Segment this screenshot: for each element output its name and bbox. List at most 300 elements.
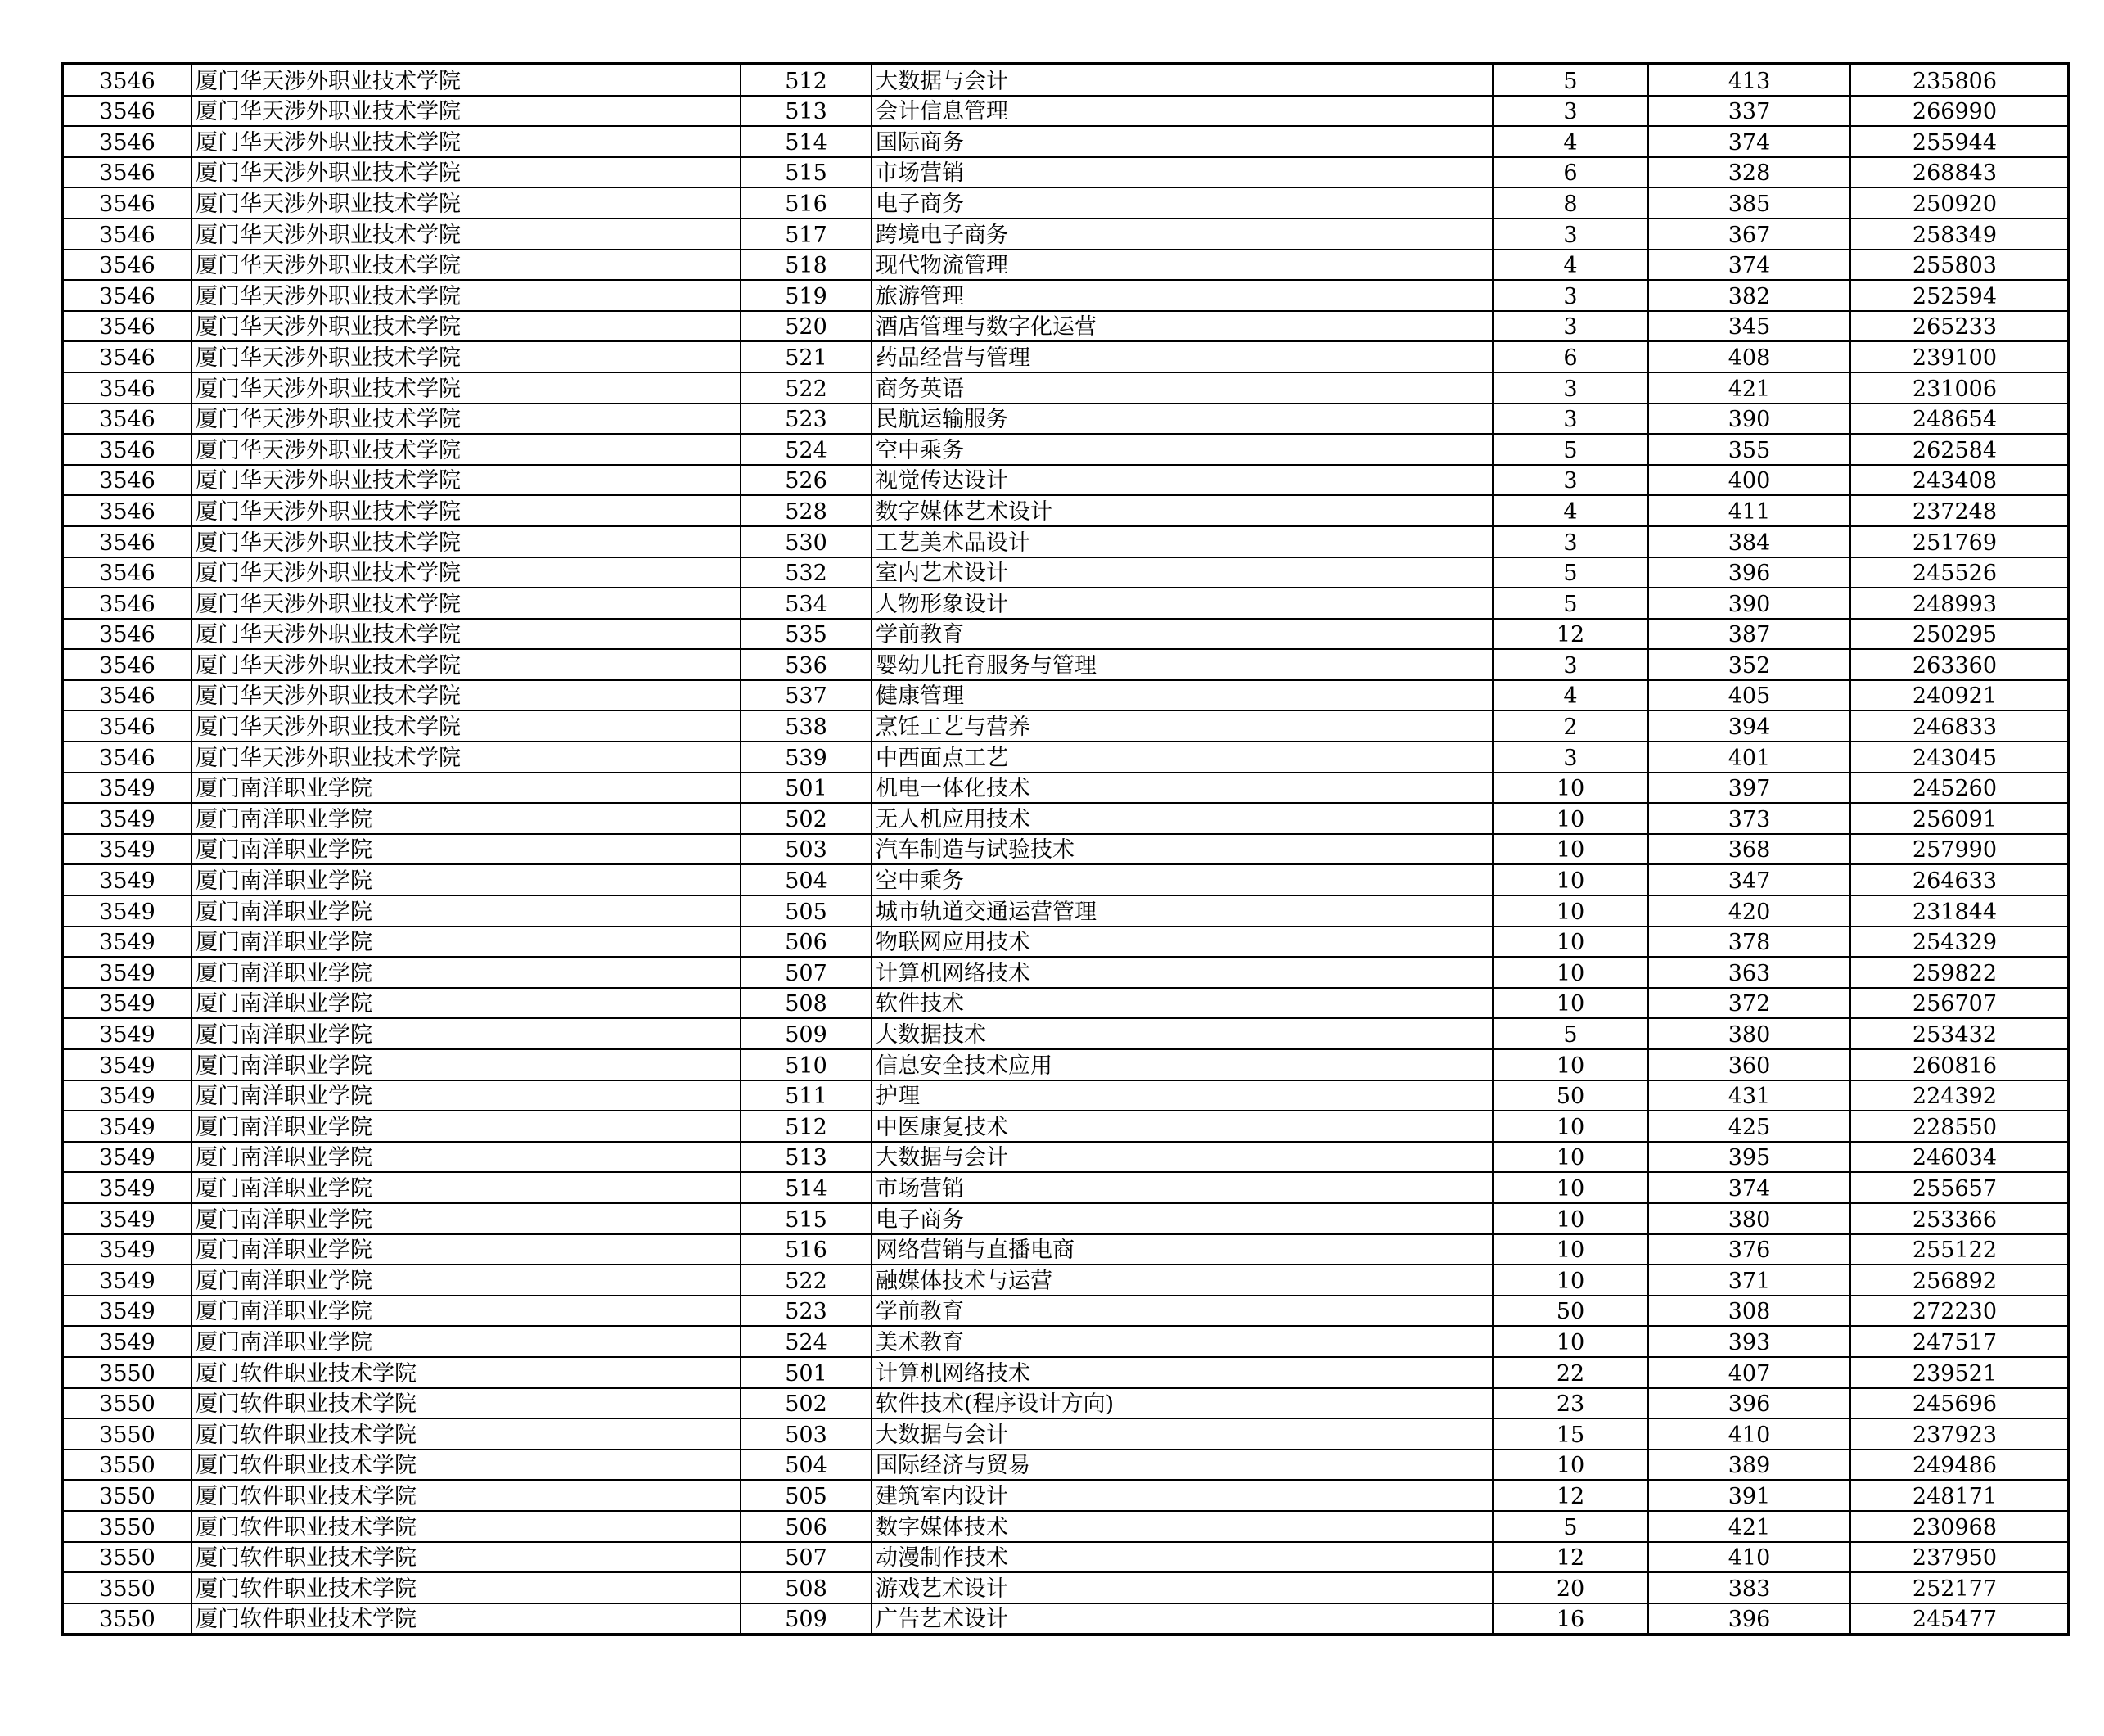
table-row (62, 895, 2069, 927)
plan-count-cell: 3 (1493, 311, 1648, 342)
school-name-cell: 厦门软件职业技术学院 (191, 1572, 741, 1603)
plan-count-cell: 4 (1493, 495, 1648, 526)
min-score-cell: 308 (1648, 1296, 1850, 1327)
plan-count-cell: 4 (1493, 250, 1648, 281)
min-rank-cell: 254329 (1850, 927, 2069, 958)
major-code-cell: 502 (741, 803, 872, 834)
major-name-cell: 烹饪工艺与营养 (872, 710, 1493, 742)
min-score-cell: 380 (1648, 1018, 1850, 1049)
school-code-cell: 3546 (62, 341, 191, 372)
plan-count-cell: 10 (1493, 1450, 1648, 1481)
min-rank-cell: 251769 (1850, 526, 2069, 557)
major-name-cell: 计算机网络技术 (872, 957, 1493, 988)
min-rank-cell: 265233 (1850, 311, 2069, 342)
min-score-cell: 389 (1648, 1450, 1850, 1481)
table-row (62, 619, 2069, 650)
table-row (62, 680, 2069, 711)
table-row (62, 1296, 2069, 1327)
school-name-cell: 厦门软件职业技术学院 (191, 1357, 741, 1388)
major-code-cell: 522 (741, 1265, 872, 1296)
min-score-cell: 383 (1648, 1572, 1850, 1603)
major-code-cell: 537 (741, 680, 872, 711)
school-code-cell: 3550 (62, 1542, 191, 1573)
min-rank-cell: 253432 (1850, 1018, 2069, 1049)
major-code-cell: 517 (741, 219, 872, 250)
plan-count-cell: 10 (1493, 803, 1648, 834)
major-name-cell: 计算机网络技术 (872, 1357, 1493, 1388)
min-score-cell: 413 (1648, 64, 1850, 96)
plan-count-cell: 4 (1493, 126, 1648, 157)
major-name-cell: 现代物流管理 (872, 250, 1493, 281)
school-code-cell: 3549 (62, 988, 191, 1019)
major-name-cell: 市场营销 (872, 157, 1493, 188)
min-score-cell: 421 (1648, 372, 1850, 404)
plan-count-cell: 3 (1493, 649, 1648, 680)
min-rank-cell: 268843 (1850, 157, 2069, 188)
min-rank-cell: 250295 (1850, 619, 2069, 650)
school-name-cell: 厦门南洋职业学院 (191, 1203, 741, 1234)
school-name-cell: 厦门软件职业技术学院 (191, 1542, 741, 1573)
school-name-cell: 厦门南洋职业学院 (191, 834, 741, 865)
school-code-cell: 3546 (62, 280, 191, 311)
school-name-cell: 厦门软件职业技术学院 (191, 1603, 741, 1635)
plan-count-cell: 22 (1493, 1357, 1648, 1388)
major-name-cell: 室内艺术设计 (872, 557, 1493, 588)
major-code-cell: 526 (741, 465, 872, 496)
table-row (62, 1357, 2069, 1388)
major-code-cell: 507 (741, 957, 872, 988)
table-row (62, 710, 2069, 742)
major-name-cell: 旅游管理 (872, 280, 1493, 311)
plan-count-cell: 10 (1493, 957, 1648, 988)
min-score-cell: 410 (1648, 1418, 1850, 1450)
major-name-cell: 大数据与会计 (872, 64, 1493, 96)
school-name-cell: 厦门华天涉外职业技术学院 (191, 680, 741, 711)
major-name-cell: 药品经营与管理 (872, 341, 1493, 372)
table-row (62, 1326, 2069, 1357)
school-code-cell: 3549 (62, 1018, 191, 1049)
major-code-cell: 507 (741, 1542, 872, 1573)
table-row (62, 1542, 2069, 1573)
plan-count-cell: 10 (1493, 1326, 1648, 1357)
min-score-cell: 380 (1648, 1203, 1850, 1234)
table-row (62, 311, 2069, 342)
major-name-cell: 电子商务 (872, 1203, 1493, 1234)
plan-count-cell: 10 (1493, 1049, 1648, 1080)
major-code-cell: 514 (741, 1172, 872, 1203)
min-rank-cell: 266990 (1850, 96, 2069, 127)
min-rank-cell: 240921 (1850, 680, 2069, 711)
min-score-cell: 374 (1648, 250, 1850, 281)
major-code-cell: 505 (741, 895, 872, 927)
major-name-cell: 空中乘务 (872, 864, 1493, 895)
school-name-cell: 厦门华天涉外职业技术学院 (191, 219, 741, 250)
min-score-cell: 396 (1648, 1603, 1850, 1635)
major-code-cell: 518 (741, 250, 872, 281)
min-rank-cell: 246034 (1850, 1142, 2069, 1173)
major-name-cell: 会计信息管理 (872, 96, 1493, 127)
school-code-cell: 3549 (62, 1326, 191, 1357)
school-name-cell: 厦门南洋职业学院 (191, 1142, 741, 1173)
table-row (62, 1572, 2069, 1603)
min-rank-cell: 252177 (1850, 1572, 2069, 1603)
school-code-cell: 3546 (62, 680, 191, 711)
school-name-cell: 厦门华天涉外职业技术学院 (191, 710, 741, 742)
plan-count-cell: 10 (1493, 834, 1648, 865)
school-code-cell: 3550 (62, 1418, 191, 1450)
school-name-cell: 厦门华天涉外职业技术学院 (191, 495, 741, 526)
major-name-cell: 网络营销与直播电商 (872, 1234, 1493, 1265)
major-name-cell: 物联网应用技术 (872, 927, 1493, 958)
min-score-cell: 347 (1648, 864, 1850, 895)
major-name-cell: 广告艺术设计 (872, 1603, 1493, 1635)
major-name-cell: 酒店管理与数字化运营 (872, 311, 1493, 342)
major-name-cell: 建筑室内设计 (872, 1480, 1493, 1511)
school-code-cell: 3546 (62, 465, 191, 496)
plan-count-cell: 10 (1493, 864, 1648, 895)
min-rank-cell: 253366 (1850, 1203, 2069, 1234)
major-name-cell: 市场营销 (872, 1172, 1493, 1203)
school-code-cell: 3549 (62, 895, 191, 927)
min-rank-cell: 255944 (1850, 126, 2069, 157)
major-code-cell: 503 (741, 834, 872, 865)
school-name-cell: 厦门南洋职业学院 (191, 1296, 741, 1327)
table-row (62, 341, 2069, 372)
min-score-cell: 352 (1648, 649, 1850, 680)
major-code-cell: 514 (741, 126, 872, 157)
school-code-cell: 3550 (62, 1357, 191, 1388)
school-code-cell: 3546 (62, 187, 191, 219)
min-rank-cell: 264633 (1850, 864, 2069, 895)
min-rank-cell: 243408 (1850, 465, 2069, 496)
min-score-cell: 396 (1648, 1388, 1850, 1419)
major-code-cell: 516 (741, 187, 872, 219)
major-name-cell: 健康管理 (872, 680, 1493, 711)
major-name-cell: 学前教育 (872, 1296, 1493, 1327)
major-code-cell: 513 (741, 96, 872, 127)
min-rank-cell: 262584 (1850, 434, 2069, 465)
major-code-cell: 504 (741, 864, 872, 895)
school-name-cell: 厦门南洋职业学院 (191, 1080, 741, 1111)
min-score-cell: 400 (1648, 465, 1850, 496)
school-code-cell: 3546 (62, 126, 191, 157)
table-row (62, 187, 2069, 219)
major-code-cell: 522 (741, 372, 872, 404)
plan-count-cell: 15 (1493, 1418, 1648, 1450)
plan-count-cell: 3 (1493, 526, 1648, 557)
school-name-cell: 厦门南洋职业学院 (191, 1326, 741, 1357)
major-code-cell: 501 (741, 1357, 872, 1388)
plan-count-cell: 3 (1493, 404, 1648, 435)
table-row (62, 157, 2069, 188)
table-row (62, 1080, 2069, 1111)
min-score-cell: 345 (1648, 311, 1850, 342)
major-name-cell: 国际经济与贸易 (872, 1450, 1493, 1481)
plan-count-cell: 12 (1493, 1542, 1648, 1573)
min-rank-cell: 245477 (1850, 1603, 2069, 1635)
school-code-cell: 3550 (62, 1480, 191, 1511)
major-name-cell: 视觉传达设计 (872, 465, 1493, 496)
school-name-cell: 厦门华天涉外职业技术学院 (191, 649, 741, 680)
min-rank-cell: 249486 (1850, 1450, 2069, 1481)
min-rank-cell: 237248 (1850, 495, 2069, 526)
min-score-cell: 374 (1648, 126, 1850, 157)
school-code-cell: 3546 (62, 710, 191, 742)
major-name-cell: 数字媒体艺术设计 (872, 495, 1493, 526)
major-code-cell: 520 (741, 311, 872, 342)
major-name-cell: 大数据与会计 (872, 1418, 1493, 1450)
min-rank-cell: 245260 (1850, 773, 2069, 804)
major-code-cell: 504 (741, 1450, 872, 1481)
table-row (62, 1018, 2069, 1049)
major-name-cell: 融媒体技术与运营 (872, 1265, 1493, 1296)
plan-count-cell: 10 (1493, 927, 1648, 958)
min-score-cell: 376 (1648, 1234, 1850, 1265)
major-name-cell: 国际商务 (872, 126, 1493, 157)
school-name-cell: 厦门华天涉外职业技术学院 (191, 372, 741, 404)
min-score-cell: 378 (1648, 927, 1850, 958)
plan-count-cell: 3 (1493, 96, 1648, 127)
min-score-cell: 368 (1648, 834, 1850, 865)
school-code-cell: 3546 (62, 157, 191, 188)
min-score-cell: 371 (1648, 1265, 1850, 1296)
plan-count-cell: 8 (1493, 187, 1648, 219)
table-row (62, 864, 2069, 895)
min-score-cell: 431 (1648, 1080, 1850, 1111)
plan-count-cell: 10 (1493, 1142, 1648, 1173)
min-score-cell: 396 (1648, 557, 1850, 588)
school-code-cell: 3549 (62, 1111, 191, 1142)
school-name-cell: 厦门南洋职业学院 (191, 803, 741, 834)
table-row (62, 372, 2069, 404)
min-score-cell: 397 (1648, 773, 1850, 804)
school-name-cell: 厦门南洋职业学院 (191, 1265, 741, 1296)
school-name-cell: 厦门南洋职业学院 (191, 1172, 741, 1203)
plan-count-cell: 12 (1493, 1480, 1648, 1511)
table-body (62, 64, 2069, 1635)
major-name-cell: 中西面点工艺 (872, 742, 1493, 773)
school-code-cell: 3549 (62, 1049, 191, 1080)
table-row (62, 250, 2069, 281)
school-code-cell: 3549 (62, 1265, 191, 1296)
major-code-cell: 509 (741, 1018, 872, 1049)
major-code-cell: 515 (741, 1203, 872, 1234)
school-name-cell: 厦门华天涉外职业技术学院 (191, 187, 741, 219)
plan-count-cell: 10 (1493, 1265, 1648, 1296)
min-rank-cell: 248654 (1850, 404, 2069, 435)
table-row (62, 1142, 2069, 1173)
school-name-cell: 厦门软件职业技术学院 (191, 1388, 741, 1419)
school-code-cell: 3546 (62, 64, 191, 96)
table-row (62, 465, 2069, 496)
school-name-cell: 厦门南洋职业学院 (191, 1018, 741, 1049)
major-name-cell: 婴幼儿托育服务与管理 (872, 649, 1493, 680)
major-code-cell: 519 (741, 280, 872, 311)
table-row (62, 280, 2069, 311)
table-row (62, 1511, 2069, 1542)
major-name-cell: 城市轨道交通运营管理 (872, 895, 1493, 927)
major-name-cell: 中医康复技术 (872, 1111, 1493, 1142)
major-code-cell: 510 (741, 1049, 872, 1080)
plan-count-cell: 3 (1493, 219, 1648, 250)
plan-count-cell: 10 (1493, 1172, 1648, 1203)
school-code-cell: 3546 (62, 526, 191, 557)
major-name-cell: 数字媒体技术 (872, 1511, 1493, 1542)
plan-count-cell: 12 (1493, 619, 1648, 650)
min-rank-cell: 224392 (1850, 1080, 2069, 1111)
school-name-cell: 厦门华天涉外职业技术学院 (191, 157, 741, 188)
major-code-cell: 508 (741, 988, 872, 1019)
major-code-cell: 524 (741, 434, 872, 465)
min-rank-cell: 259822 (1850, 957, 2069, 988)
major-code-cell: 508 (741, 1572, 872, 1603)
major-name-cell: 电子商务 (872, 187, 1493, 219)
plan-count-cell: 10 (1493, 1203, 1648, 1234)
school-name-cell: 厦门南洋职业学院 (191, 864, 741, 895)
school-name-cell: 厦门软件职业技术学院 (191, 1480, 741, 1511)
school-code-cell: 3549 (62, 1203, 191, 1234)
school-name-cell: 厦门华天涉外职业技术学院 (191, 126, 741, 157)
min-score-cell: 363 (1648, 957, 1850, 988)
school-code-cell: 3546 (62, 219, 191, 250)
table-row (62, 1172, 2069, 1203)
major-code-cell: 513 (741, 1142, 872, 1173)
major-name-cell: 空中乘务 (872, 434, 1493, 465)
major-code-cell: 515 (741, 157, 872, 188)
school-code-cell: 3549 (62, 864, 191, 895)
major-name-cell: 软件技术(程序设计方向) (872, 1388, 1493, 1419)
min-score-cell: 372 (1648, 988, 1850, 1019)
plan-count-cell: 10 (1493, 1111, 1648, 1142)
school-code-cell: 3549 (62, 1080, 191, 1111)
school-code-cell: 3546 (62, 557, 191, 588)
school-name-cell: 厦门华天涉外职业技术学院 (191, 64, 741, 96)
major-code-cell: 530 (741, 526, 872, 557)
major-code-cell: 501 (741, 773, 872, 804)
major-code-cell: 511 (741, 1080, 872, 1111)
plan-count-cell: 6 (1493, 157, 1648, 188)
school-name-cell: 厦门南洋职业学院 (191, 957, 741, 988)
school-code-cell: 3549 (62, 834, 191, 865)
table-row (62, 649, 2069, 680)
school-name-cell: 厦门南洋职业学院 (191, 927, 741, 958)
min-rank-cell: 247517 (1850, 1326, 2069, 1357)
school-code-cell: 3546 (62, 742, 191, 773)
major-name-cell: 游戏艺术设计 (872, 1572, 1493, 1603)
min-rank-cell: 256892 (1850, 1265, 2069, 1296)
major-name-cell: 软件技术 (872, 988, 1493, 1019)
table-row (62, 126, 2069, 157)
school-code-cell: 3550 (62, 1450, 191, 1481)
major-name-cell: 学前教育 (872, 619, 1493, 650)
min-score-cell: 391 (1648, 1480, 1850, 1511)
min-score-cell: 408 (1648, 341, 1850, 372)
major-code-cell: 534 (741, 588, 872, 619)
school-name-cell: 厦门华天涉外职业技术学院 (191, 465, 741, 496)
min-rank-cell: 256091 (1850, 803, 2069, 834)
plan-count-cell: 3 (1493, 465, 1648, 496)
table-row (62, 526, 2069, 557)
major-code-cell: 505 (741, 1480, 872, 1511)
school-name-cell: 厦门华天涉外职业技术学院 (191, 311, 741, 342)
min-rank-cell: 246833 (1850, 710, 2069, 742)
school-name-cell: 厦门华天涉外职业技术学院 (191, 619, 741, 650)
min-score-cell: 425 (1648, 1111, 1850, 1142)
major-code-cell: 539 (741, 742, 872, 773)
min-rank-cell: 272230 (1850, 1296, 2069, 1327)
school-name-cell: 厦门南洋职业学院 (191, 1111, 741, 1142)
school-code-cell: 3550 (62, 1572, 191, 1603)
school-name-cell: 厦门华天涉外职业技术学院 (191, 280, 741, 311)
major-name-cell: 动漫制作技术 (872, 1542, 1493, 1573)
school-code-cell: 3549 (62, 957, 191, 988)
min-rank-cell: 237950 (1850, 1542, 2069, 1573)
school-name-cell: 厦门南洋职业学院 (191, 773, 741, 804)
school-code-cell: 3550 (62, 1511, 191, 1542)
min-score-cell: 394 (1648, 710, 1850, 742)
major-code-cell: 521 (741, 341, 872, 372)
min-score-cell: 410 (1648, 1542, 1850, 1573)
major-name-cell: 人物形象设计 (872, 588, 1493, 619)
school-code-cell: 3549 (62, 1172, 191, 1203)
major-code-cell: 502 (741, 1388, 872, 1419)
min-rank-cell: 245696 (1850, 1388, 2069, 1419)
major-name-cell: 商务英语 (872, 372, 1493, 404)
school-name-cell: 厦门软件职业技术学院 (191, 1418, 741, 1450)
table-row (62, 1049, 2069, 1080)
school-name-cell: 厦门华天涉外职业技术学院 (191, 434, 741, 465)
plan-count-cell: 10 (1493, 773, 1648, 804)
school-code-cell: 3546 (62, 495, 191, 526)
min-rank-cell: 245526 (1850, 557, 2069, 588)
min-rank-cell: 235806 (1850, 64, 2069, 96)
major-code-cell: 536 (741, 649, 872, 680)
min-score-cell: 407 (1648, 1357, 1850, 1388)
table-row (62, 588, 2069, 619)
plan-count-cell: 5 (1493, 64, 1648, 96)
min-score-cell: 395 (1648, 1142, 1850, 1173)
school-code-cell: 3546 (62, 250, 191, 281)
major-code-cell: 535 (741, 619, 872, 650)
major-name-cell: 无人机应用技术 (872, 803, 1493, 834)
school-name-cell: 厦门华天涉外职业技术学院 (191, 588, 741, 619)
plan-count-cell: 10 (1493, 988, 1648, 1019)
min-score-cell: 374 (1648, 1172, 1850, 1203)
plan-count-cell: 5 (1493, 1018, 1648, 1049)
min-score-cell: 384 (1648, 526, 1850, 557)
table-row (62, 927, 2069, 958)
major-code-cell: 503 (741, 1418, 872, 1450)
min-rank-cell: 255657 (1850, 1172, 2069, 1203)
major-code-cell: 506 (741, 927, 872, 958)
major-code-cell: 516 (741, 1234, 872, 1265)
major-name-cell: 机电一体化技术 (872, 773, 1493, 804)
school-name-cell: 厦门华天涉外职业技术学院 (191, 404, 741, 435)
plan-count-cell: 2 (1493, 710, 1648, 742)
min-rank-cell: 228550 (1850, 1111, 2069, 1142)
school-code-cell: 3546 (62, 372, 191, 404)
min-score-cell: 393 (1648, 1326, 1850, 1357)
plan-count-cell: 3 (1493, 372, 1648, 404)
school-code-cell: 3550 (62, 1603, 191, 1635)
min-rank-cell: 239521 (1850, 1357, 2069, 1388)
school-name-cell: 厦门华天涉外职业技术学院 (191, 742, 741, 773)
plan-count-cell: 5 (1493, 1511, 1648, 1542)
min-rank-cell: 260816 (1850, 1049, 2069, 1080)
min-rank-cell: 258349 (1850, 219, 2069, 250)
table-row (62, 64, 2069, 96)
major-code-cell: 506 (741, 1511, 872, 1542)
